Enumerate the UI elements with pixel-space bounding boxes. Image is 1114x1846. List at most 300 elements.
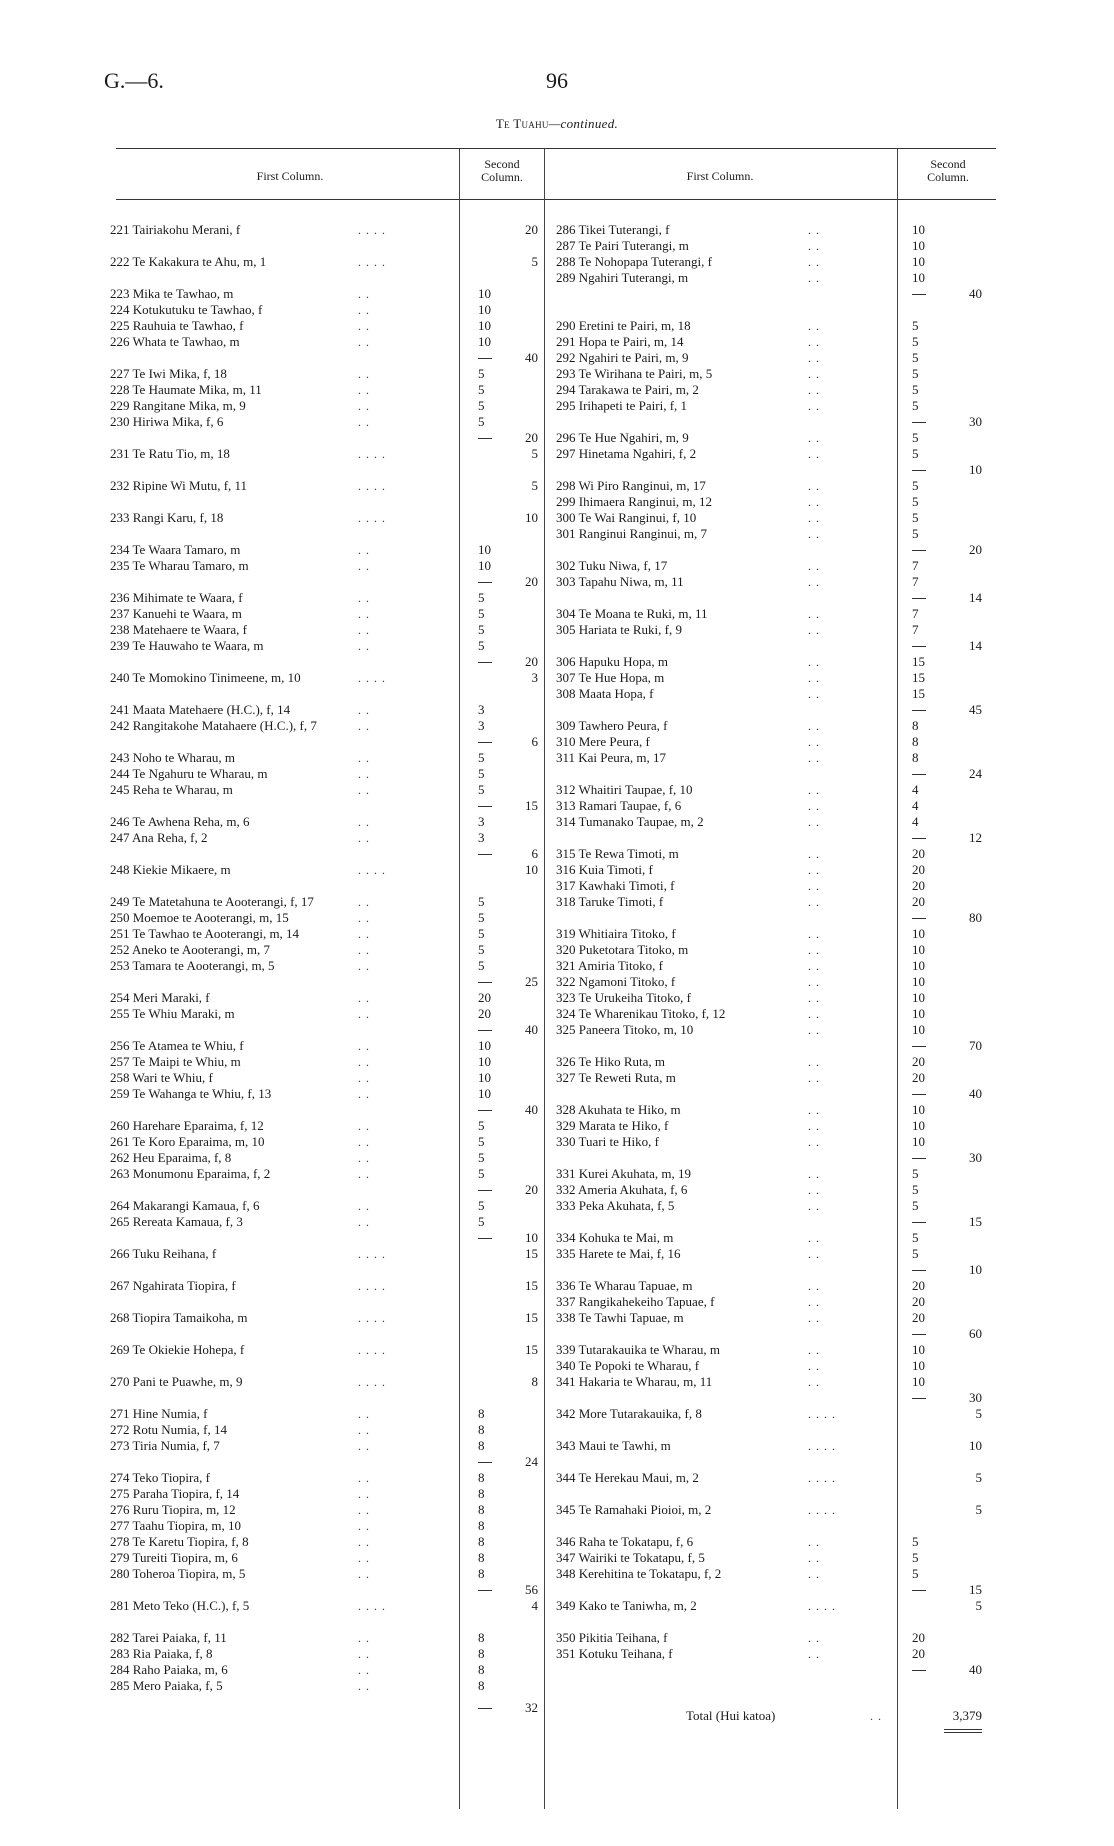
entry-name: 280 Toheroa Tiopira, m, 5	[110, 1566, 246, 1581]
entry-row	[110, 1278, 236, 1294]
share-value: 5	[912, 382, 919, 397]
share-value: 5	[478, 622, 485, 637]
share-value: 10	[912, 1022, 925, 1037]
entry-name: 260 Harehare Eparaima, f, 12	[110, 1118, 264, 1133]
leader-dots: . .	[808, 575, 820, 589]
subtotal-value: 40	[525, 350, 538, 365]
subtotal-rule	[912, 1590, 926, 1591]
entry-name: 328 Akuhata te Hiko, m	[556, 1102, 681, 1117]
entry-name: 296 Te Hue Ngahiri, m, 9	[556, 430, 689, 445]
second-column-value: 15	[525, 1246, 538, 1261]
leader-dots: . .	[808, 1279, 820, 1293]
entry-name: 259 Te Wahanga te Whiu, f, 13	[110, 1086, 272, 1101]
subtotal-value: 30	[969, 1150, 982, 1165]
table-title	[0, 116, 1114, 132]
total-value: 3,379	[952, 1708, 982, 1723]
leader-dots: . .	[808, 1647, 820, 1661]
share-value: 10	[912, 926, 925, 941]
entry-name: 266 Tuku Reihana, f	[110, 1246, 217, 1261]
share-value: 5	[912, 334, 919, 349]
subtotal-rule	[912, 838, 926, 839]
table-header-rule	[116, 199, 996, 200]
entry-row	[556, 814, 704, 830]
share-value: 10	[912, 974, 925, 989]
entry-name: 321 Amiria Titoko, f	[556, 958, 663, 973]
leader-dots: . .	[808, 319, 820, 333]
leader-dots: . .	[358, 751, 370, 765]
entry-name: 319 Whitiaira Titoko, f	[556, 926, 676, 941]
entry-name: 318 Taruke Timoti, f	[556, 894, 664, 909]
share-value: 10	[478, 1070, 491, 1085]
entry-row	[556, 1102, 681, 1118]
entry-name: 348 Kerehitina te Tokatapu, f, 2	[556, 1566, 722, 1581]
leader-dots: . . . .	[358, 479, 386, 493]
second-header-l1: Second	[484, 157, 520, 171]
entry-name: 335 Harete te Mai, f, 16	[556, 1246, 681, 1261]
entry-row	[110, 718, 317, 734]
second-column-value: 10	[525, 862, 538, 877]
entry-name: 227 Te Iwi Mika, f, 18	[110, 366, 227, 381]
entry-row	[110, 1150, 231, 1166]
leader-dots: . .	[808, 479, 820, 493]
entry-row	[556, 366, 712, 382]
subtotal-value: 60	[969, 1326, 982, 1341]
entry-row	[110, 1646, 213, 1662]
entry-row	[110, 830, 207, 846]
leader-dots: . .	[808, 383, 820, 397]
share-value: 8	[478, 1422, 485, 1437]
leader-dots: . .	[808, 927, 820, 941]
share-value: 20	[912, 1646, 925, 1661]
leader-dots: . .	[808, 1359, 820, 1373]
leader-dots: . .	[358, 1135, 370, 1149]
entry-row	[556, 1310, 684, 1326]
entry-row	[556, 382, 699, 398]
subtotal-rule	[478, 806, 492, 807]
leader-dots: . .	[358, 1071, 370, 1085]
leader-dots: . .	[808, 991, 820, 1005]
subtotal-value: 20	[525, 1182, 538, 1197]
entry-name: 327 Te Reweti Ruta, m	[556, 1070, 676, 1085]
entry-name: 270 Pani te Puawhe, m, 9	[110, 1374, 243, 1389]
leader-dots: . .	[358, 591, 370, 605]
entry-name: 290 Eretini te Pairi, m, 18	[556, 318, 691, 333]
subtotal-value: 25	[525, 974, 538, 989]
share-value: 5	[478, 1134, 485, 1149]
leader-dots: . .	[808, 879, 820, 893]
leader-dots: . .	[808, 559, 820, 573]
leader-dots: . .	[808, 1007, 820, 1021]
subtotal-rule	[478, 662, 492, 663]
share-value: 5	[912, 478, 919, 493]
share-value: 4	[912, 798, 919, 813]
entry-row	[556, 1166, 691, 1182]
share-value: 10	[912, 1374, 925, 1389]
subtotal-rule	[912, 646, 926, 647]
second-column-value: 4	[531, 1598, 538, 1613]
share-value: 20	[912, 1310, 925, 1325]
subtotal-rule	[912, 918, 926, 919]
leader-dots: . .	[808, 367, 820, 381]
leader-dots: . .	[358, 1215, 370, 1229]
share-value: 5	[912, 510, 919, 525]
entry-row	[556, 1358, 699, 1374]
second-header-l2: Column.	[481, 170, 523, 184]
divider-middle	[544, 149, 545, 1809]
entry-name: 262 Heu Eparaima, f, 8	[110, 1150, 232, 1165]
entry-name: 221 Tairiakohu Merani, f	[110, 222, 241, 237]
entry-name: 267 Ngahirata Tiopira, f	[110, 1278, 236, 1293]
share-value: 10	[912, 958, 925, 973]
share-value: 15	[912, 686, 925, 701]
leader-dots: . .	[808, 1119, 820, 1133]
entry-row	[556, 1006, 725, 1022]
leader-dots: . .	[358, 543, 370, 557]
entry-name: 316 Kuia Timoti, f	[556, 862, 653, 877]
subtotal-value: 30	[969, 1390, 982, 1405]
table-top-rule	[116, 148, 996, 149]
entry-name: 289 Ngahiri Tuterangi, m	[556, 270, 689, 285]
leader-dots: . .	[358, 1119, 370, 1133]
share-value: 5	[912, 1198, 919, 1213]
entry-row	[556, 558, 667, 574]
entry-name: 302 Tuku Niwa, f, 17	[556, 558, 668, 573]
entry-name: 326 Te Hiko Ruta, m	[556, 1054, 665, 1069]
share-value: 5	[478, 382, 485, 397]
subtotal-rule	[478, 1708, 492, 1709]
share-value: 5	[912, 446, 919, 461]
entry-name: 236 Mihimate te Waara, f	[110, 590, 243, 605]
subtotal-rule	[912, 1046, 926, 1047]
share-value: 8	[478, 1470, 485, 1485]
leader-dots: . .	[358, 1679, 370, 1693]
share-value: 5	[478, 398, 485, 413]
leader-dots: . .	[358, 1487, 370, 1501]
entry-name: 329 Marata te Hiko, f	[556, 1118, 669, 1133]
second-header-l1: Second	[930, 157, 966, 171]
entry-name: 247 Ana Reha, f, 2	[110, 830, 208, 845]
entry-name: 226 Whata te Tawhao, m	[110, 334, 240, 349]
entry-row	[556, 1246, 681, 1262]
share-value: 20	[478, 1006, 491, 1021]
share-value: 20	[912, 894, 925, 909]
share-value: 10	[912, 270, 925, 285]
entry-name: 243 Noho te Wharau, m	[110, 750, 236, 765]
subtotal-rule	[478, 742, 492, 743]
leader-dots: . .	[808, 1247, 820, 1261]
entry-row	[110, 382, 262, 398]
entry-name: 263 Monumonu Eparaima, f, 2	[110, 1166, 271, 1181]
entry-name: 229 Rangitane Mika, m, 9	[110, 398, 246, 413]
entry-name: 248 Kiekie Mikaere, m	[110, 862, 231, 877]
entry-name: 246 Te Awhena Reha, m, 6	[110, 814, 250, 829]
leader-dots: . . . .	[358, 255, 386, 269]
entry-row	[110, 542, 240, 558]
entry-row	[556, 1054, 665, 1070]
share-value: 5	[478, 606, 485, 621]
share-value: 5	[478, 894, 485, 909]
share-value: 20	[912, 1070, 925, 1085]
leader-dots: . . . .	[358, 1279, 386, 1293]
share-value: 5	[912, 1534, 919, 1549]
leader-dots: . .	[808, 687, 820, 701]
share-value: 10	[912, 1134, 925, 1149]
leader-dots: . . . .	[808, 1471, 836, 1485]
entry-name: 320 Puketotara Titoko, m	[556, 942, 689, 957]
leader-dots: . .	[808, 607, 820, 621]
share-value: 5	[912, 526, 919, 541]
leader-dots: . . . .	[358, 1599, 386, 1613]
entry-row	[110, 1438, 220, 1454]
subtotal-value: 24	[525, 1454, 538, 1469]
share-value: 10	[912, 1006, 925, 1021]
second-column-value: 5	[975, 1502, 982, 1517]
leader-dots: . .	[358, 335, 370, 349]
subtotal-value: 40	[969, 1086, 982, 1101]
entry-row	[110, 1246, 216, 1262]
share-value: 20	[912, 1054, 925, 1069]
share-value: 5	[912, 1182, 919, 1197]
entry-row	[110, 1086, 271, 1102]
share-value: 10	[912, 942, 925, 957]
entry-name: 268 Tiopira Tamaikoha, m	[110, 1310, 248, 1325]
share-value: 20	[912, 862, 925, 877]
leader-dots: . . . .	[808, 1439, 836, 1453]
second-column-value: 5	[975, 1406, 982, 1421]
entry-name: 239 Te Hauwaho te Waara, m	[110, 638, 264, 653]
entry-name: 340 Te Popoki te Wharau, f	[556, 1358, 700, 1373]
share-value: 10	[912, 1118, 925, 1133]
leader-dots: . .	[358, 559, 370, 573]
leader-dots: . .	[358, 783, 370, 797]
entry-name: 271 Hine Numia, f	[110, 1406, 208, 1421]
second-column-value: 5	[531, 478, 538, 493]
share-value: 20	[912, 846, 925, 861]
entry-name: 304 Te Moana te Ruki, m, 11	[556, 606, 708, 621]
entry-row	[110, 1534, 249, 1550]
leader-dots: . .	[808, 399, 820, 413]
entry-name: 230 Hiriwa Mika, f, 6	[110, 414, 224, 429]
leader-dots: . .	[358, 607, 370, 621]
subtotal-value: 20	[525, 654, 538, 669]
leader-dots: . . . .	[358, 671, 386, 685]
entry-name: 306 Hapuku Hopa, m	[556, 654, 668, 669]
entry-name: 292 Ngahiri te Pairi, m, 9	[556, 350, 689, 365]
entry-name: 294 Tarakawa te Pairi, m, 2	[556, 382, 699, 397]
subtotal-value: 30	[969, 414, 982, 429]
entry-row	[110, 958, 275, 974]
subtotal-rule	[912, 470, 926, 471]
leader-dots: . . . .	[358, 1247, 386, 1261]
entry-name: 337 Rangikahekeiho Tapuae, f	[556, 1294, 715, 1309]
entry-name: 287 Te Pairi Tuterangi, m	[556, 238, 689, 253]
entry-row	[110, 1598, 249, 1614]
entry-row	[556, 1022, 693, 1038]
leader-dots: . .	[808, 1071, 820, 1085]
subtotal-value: 10	[969, 462, 982, 477]
subtotal-rule	[912, 1670, 926, 1671]
entry-name: 307 Te Hue Hopa, m	[556, 670, 665, 685]
leader-dots: . .	[808, 271, 820, 285]
subtotal-rule	[478, 854, 492, 855]
leader-dots: . .	[808, 1167, 820, 1181]
entry-row	[110, 670, 301, 686]
leader-dots: . . . .	[358, 1375, 386, 1389]
entry-row	[556, 478, 706, 494]
entry-name: 251 Te Tawhao te Aooterangi, m, 14	[110, 926, 300, 941]
leader-dots: . . . .	[358, 223, 386, 237]
entry-name: 297 Hinetama Ngahiri, f, 2	[556, 446, 697, 461]
share-value: 10	[912, 1358, 925, 1373]
share-value: 7	[912, 558, 919, 573]
entry-row	[110, 862, 231, 878]
entry-row	[556, 1630, 668, 1646]
leader-dots: . .	[808, 1567, 820, 1581]
entry-row	[556, 318, 691, 334]
entry-row	[556, 430, 689, 446]
entry-row	[556, 1406, 702, 1422]
entry-name: 250 Moemoe te Aooterangi, m, 15	[110, 910, 289, 925]
entry-row	[110, 1374, 243, 1390]
entry-name: 257 Te Maipi te Whiu, m	[110, 1054, 241, 1069]
entry-row	[110, 1406, 207, 1422]
entry-row	[556, 350, 689, 366]
entry-row	[110, 286, 233, 302]
leader-dots: . .	[808, 735, 820, 749]
entry-name: 278 Te Karetu Tiopira, f, 8	[110, 1534, 249, 1549]
entry-name: 309 Tawhero Peura, f	[556, 718, 668, 733]
share-value: 8	[478, 1646, 485, 1661]
leader-dots: . .	[808, 447, 820, 461]
leader-dots: . .	[358, 1663, 370, 1677]
entry-row	[110, 638, 264, 654]
entry-row	[110, 814, 250, 830]
share-value: 10	[912, 238, 925, 253]
leader-dots: . .	[358, 1199, 370, 1213]
entry-row	[556, 622, 682, 638]
leader-dots: . .	[358, 1503, 370, 1517]
entry-name: 350 Pikitia Teihana, f	[556, 1630, 668, 1645]
subtotal-rule	[912, 1222, 926, 1223]
share-value: 8	[478, 1630, 485, 1645]
share-value: 3	[478, 814, 485, 829]
entry-row	[110, 1214, 243, 1230]
leader-dots: . . . .	[358, 863, 386, 877]
entry-row	[110, 1070, 213, 1086]
leader-dots: . . . .	[358, 511, 386, 525]
leader-dots: . .	[358, 1647, 370, 1661]
entry-name: 288 Te Nohopapa Tuterangi, f	[556, 254, 712, 269]
total-underline	[944, 1729, 982, 1730]
leader-dots: . .	[358, 1167, 370, 1181]
subtotal-rule	[478, 1030, 492, 1031]
entry-name: 286 Tikei Tuterangi, f	[556, 222, 670, 237]
leader-dots: . .	[358, 943, 370, 957]
entry-row	[556, 1182, 687, 1198]
entry-row	[556, 1502, 711, 1518]
leader-dots: . .	[808, 719, 820, 733]
entry-name: 324 Te Wharenikau Titoko, f, 12	[556, 1006, 726, 1021]
entry-row	[110, 1566, 245, 1582]
entry-name: 254 Meri Maraki, f	[110, 990, 210, 1005]
second-column-value: 5	[531, 446, 538, 461]
entry-name: 264 Makarangi Kamaua, f, 6	[110, 1198, 260, 1213]
leader-dots: . .	[808, 495, 820, 509]
entry-row	[556, 1134, 659, 1150]
entry-name: 346 Raha te Tokatapu, f, 6	[556, 1534, 694, 1549]
share-value: 5	[478, 1198, 485, 1213]
leader-dots: . .	[808, 895, 820, 909]
leader-dots: . .	[808, 863, 820, 877]
leader-dots: . .	[808, 1199, 820, 1213]
entry-name: 261 Te Koro Eparaima, m, 10	[110, 1134, 265, 1149]
subtotal-value: 45	[969, 702, 982, 717]
entry-row	[110, 1118, 264, 1134]
entry-row	[110, 1422, 227, 1438]
entry-row	[110, 1342, 244, 1358]
leader-dots: . .	[358, 1087, 370, 1101]
total-label: Total (Hui katoa)	[686, 1708, 776, 1723]
page-number: 96	[546, 68, 568, 93]
leader-dots: . .	[358, 1407, 370, 1421]
document-reference: G.—6.	[104, 68, 164, 93]
share-value: 5	[912, 1550, 919, 1565]
entry-row	[556, 734, 650, 750]
entry-row	[110, 1662, 228, 1678]
share-value: 10	[912, 222, 925, 237]
subtotal-rule	[912, 1398, 926, 1399]
entry-row	[110, 1502, 236, 1518]
entry-name: 301 Ranginui Ranginui, m, 7	[556, 526, 707, 541]
subtotal-value: 20	[525, 430, 538, 445]
entry-row	[110, 1038, 244, 1054]
entry-name: 235 Te Wharau Tamaro, m	[110, 558, 249, 573]
entry-name: 258 Wari te Whiu, f	[110, 1070, 213, 1085]
entry-row	[110, 478, 247, 494]
leader-dots: . .	[808, 1375, 820, 1389]
entry-name: 325 Paneera Titoko, m, 10	[556, 1022, 694, 1037]
leader-dots: . .	[808, 1631, 820, 1645]
entry-row	[110, 926, 299, 942]
entry-row	[556, 526, 707, 542]
subtotal-value: 56	[525, 1582, 538, 1597]
share-value: 3	[478, 830, 485, 845]
share-value: 5	[478, 1166, 485, 1181]
subtotal-rule	[478, 1238, 492, 1239]
share-value: 8	[478, 1502, 485, 1517]
share-value: 20	[912, 1630, 925, 1645]
entry-row	[556, 878, 674, 894]
leader-dots: . .	[358, 623, 370, 637]
subtotal-value: 15	[969, 1582, 982, 1597]
entry-name: 231 Te Ratu Tio, m, 18	[110, 446, 230, 461]
subtotal-value: 12	[969, 830, 982, 845]
leader-dots: . .	[808, 351, 820, 365]
leader-dots: . . . .	[358, 1311, 386, 1325]
share-value: 5	[478, 958, 485, 973]
entry-row	[556, 894, 663, 910]
share-value: 10	[912, 990, 925, 1005]
subtotal-value: 10	[969, 1262, 982, 1277]
entry-name: 351 Kotuku Teihana, f	[556, 1646, 673, 1661]
subtotal-value: 20	[525, 574, 538, 589]
leader-dots: . .	[808, 527, 820, 541]
leader-dots: . .	[808, 623, 820, 637]
subtotal-value: 20	[969, 542, 982, 557]
entry-name: 314 Tumanako Taupae, m, 2	[556, 814, 704, 829]
subtotal-rule	[478, 982, 492, 983]
subtotal-rule	[912, 1334, 926, 1335]
